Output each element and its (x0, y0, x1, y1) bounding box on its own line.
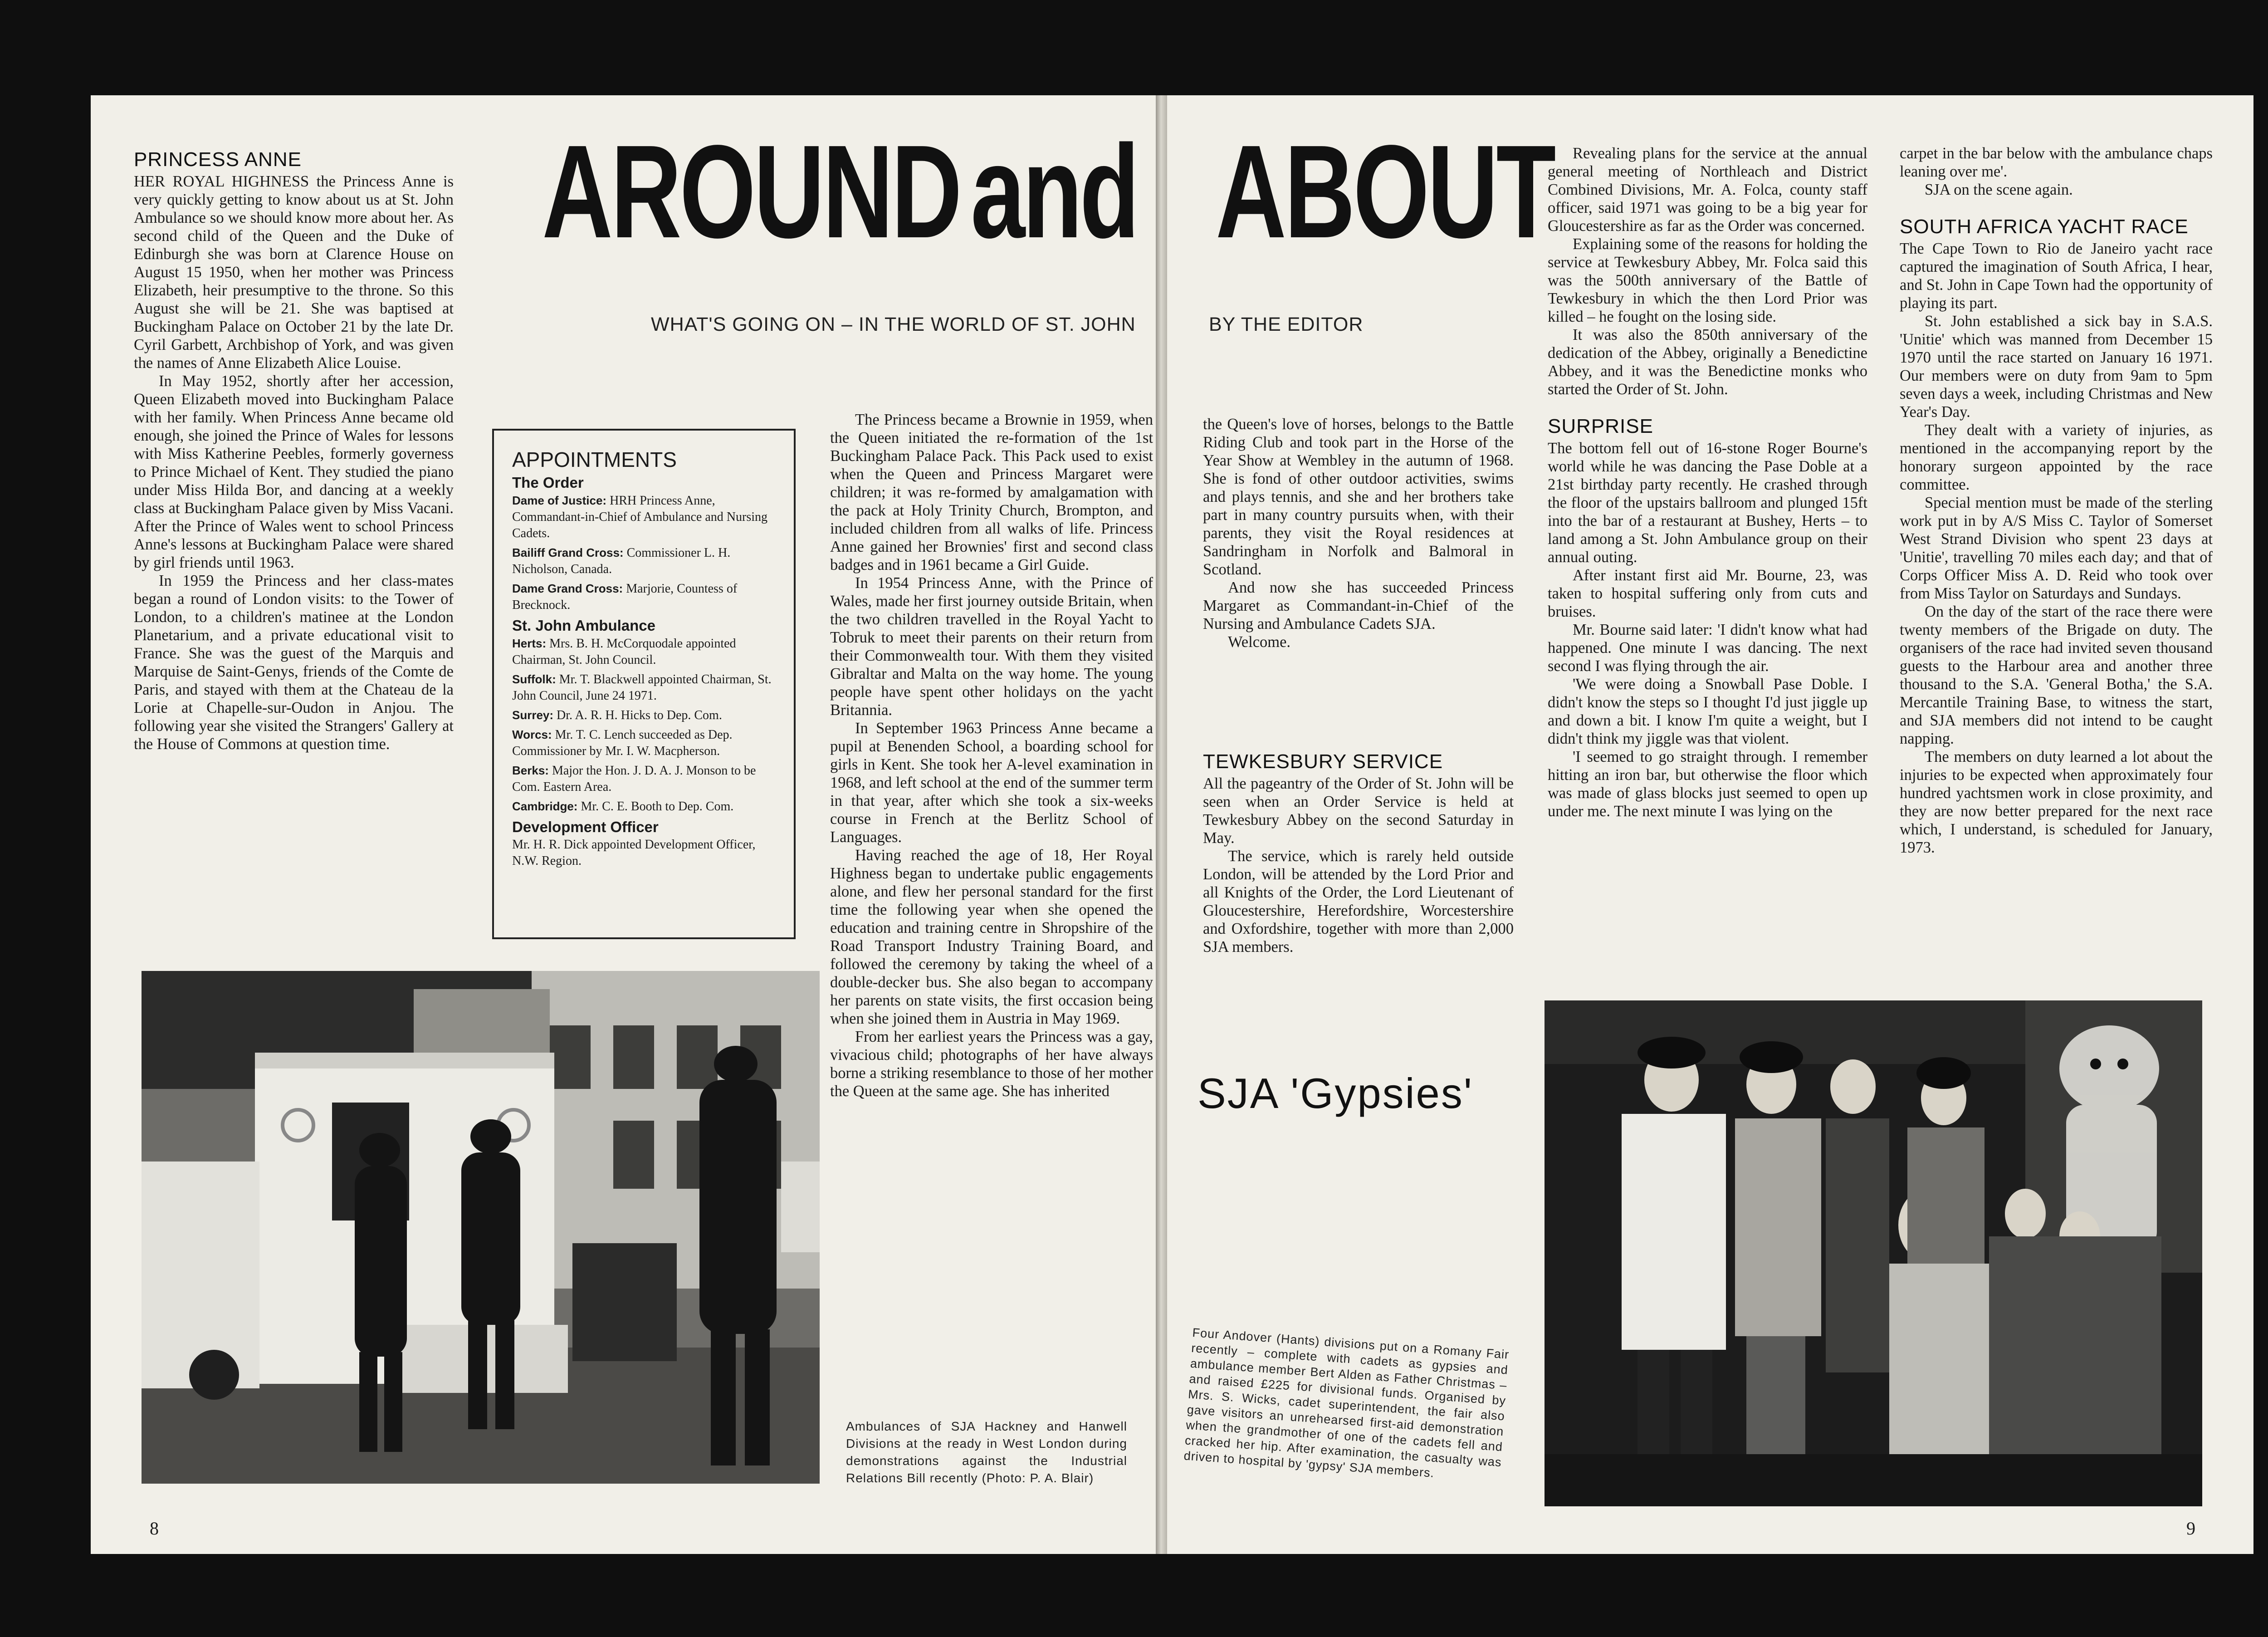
tewkesbury-service-article (1203, 751, 1514, 956)
article-paragraph: The Cape Town to Rio de Janeiro yacht race captured the imagination of South Africa, I hear, and St. John in Cape Town had the opportunity of playing its part. (1900, 240, 2213, 312)
article-paragraph: Mr. Bourne said later: 'I didn't know what had happened. One minute I was dancing. The next second I was flying through the air. (1548, 621, 1867, 675)
gypsies-photo-image (1545, 1000, 2202, 1506)
ambulance-photo (142, 971, 820, 1484)
headline-about: ABOUT (1216, 118, 1554, 265)
article-paragraph: After instant first aid Mr. Bourne, 23, was taken to hospital suffering only from cuts and bruises. (1548, 567, 1867, 620)
appointments-box (492, 429, 796, 939)
appointments-title: APPOINTMENTS (512, 448, 677, 471)
ambulance-photo-image (142, 971, 820, 1484)
magazine-spine (1156, 95, 1168, 1554)
gypsies-photo (1545, 1000, 2202, 1506)
appointment-entry: Dame of Justice: HRH Princess Anne, Commandant-in-Chief of Ambulance and Nursing Cadets. (512, 494, 767, 540)
article-paragraph: In 1954 Princess Anne, with the Prince of Wales, made her first journey outside Britain, when the two children travelled in the Royal Yacht to Tobruk to meet their parents on their return from their Commonwealth tour. With them they visited Gibraltar and Malta on the way home. The young people have spent other holidays on the yacht Britannia. (830, 574, 1153, 719)
article-paragraph: The members on duty learned a lot about the injuries to be expected when approximately four hundred yachtsmen work in close proximity, and they are now better prepared for the next race which, I understand, is scheduled for January, 1973. (1900, 748, 2213, 856)
headline-subtitle-right: BY THE EDITOR (1209, 314, 1364, 335)
article-paragraph: The bottom fell out of 16-stone Roger Bourne's world while he was dancing the Pase Doble at a 21st birthday party recently. He crashed through the floor of the upstairs ballroom and plunged 15ft into the bar of a restaurant at Bushey, Herts – to land among a St. John Ambulance group on their annual outing. (1548, 440, 1867, 566)
article-paragraph: Having reached the age of 18, Her Royal Highness began to undertake public engagements alone, and flew her personal standard for the first time the following year when she opened the education and training centre in Shropshire of the Road Transport Industry Training Board, and followed the ceremony by taking the wheel of a double-decker bus. She also began to accompany her parents on state visits, the first occasion being when she joined them in Austria in May 1969. (830, 847, 1153, 1027)
princess-anne-conclusion (1203, 415, 1514, 651)
article-paragraph: They dealt with a variety of injuries, as mentioned in the accompanying report by the honorary surgeon appointed by the race committee. (1900, 422, 2213, 493)
appointment-entry: Bailiff Grand Cross: Commissioner L. H. Nicholson, Canada. (512, 546, 731, 576)
appointment-entry: Surrey: Dr. A. R. H. Hicks to Dep. Com. (512, 708, 722, 722)
yacht-race-heading: SOUTH AFRICA YACHT RACE (1900, 216, 2189, 238)
gypsies-photo-caption: Four Andover (Hants) divisions put on a Romany Fair recently – complete with cadets as gypsies and ambulance member Bert Alden as Father Christmas – and raised £225 for divisional funds. Organised by Mrs. S. Wicks, cadet superintendent, the fair also gave visitors an unrehearsed first-aid demonstration when the grandmother of one of the cadets fell and cracked her hip. After examination, the casualty was driven to hospital by 'gypsy' SJA members. (1183, 1325, 1510, 1480)
article-paragraph: 'I seemed to go straight through. I remember hitting an iron bar, but otherwise the floor which was made of glass blocks just seemed to open up under me. The next minute I was lying on the (1548, 748, 1867, 820)
article-paragraph: The Princess became a Brownie in 1959, when the Queen initiated the re-formation of the 1st Buckingham Palace Pack. This Pack used to exist when the Queen and Princess Margaret were children; it was re-formed by amalgamation with the pack at Holy Trinity Church, Brompton, and included children from all walks of life. Princess Anne gained her Brownies' first and second class badges and in 1961 became a Girl Guide. (830, 411, 1153, 573)
article-paragraph: In May 1952, shortly after her accession, Queen Elizabeth moved into Buckingham Palace with her family. When Princess Anne became old enough, she joined the Prince of Wales for lessons with Miss Katherine Peebles, formerly governess to Prince Michael of Kent. They studied the piano under Miss Hilda Bor, and dancing at a weekly class at Buckingham Palace given by Miss Vacani. After the Prince of Wales went to school Princess Anne's lessons at Buckingham Palace were shared by girl friends until 1963. (134, 372, 454, 571)
article-paragraph: SJA on the scene again. (1925, 181, 2073, 198)
appointments-section-heading: The Order (512, 474, 584, 491)
article-paragraph: carpet in the bar below with the ambulance chaps leaning over me'. (1900, 145, 2213, 180)
article-paragraph: In September 1963 Princess Anne became a pupil at Benenden School, a boarding school for girls in Kent. She took her A-level examination in 1968, and left school at the end of the summer term in that year, after which she took a six-weeks course in French at the Berlitz School of Languages. (830, 720, 1153, 846)
article-paragraph: It was also the 850th anniversary of the dedication of the Abbey, originally a Benedictine Abbey, and it was the Benedictine monks who started the Order of St. John. (1548, 326, 1867, 398)
appointments-section-heading: St. John Ambulance (512, 617, 655, 634)
yacht-race-column (1900, 144, 2213, 857)
princess-anne-continued (830, 411, 1153, 1100)
article-paragraph: And now she has succeeded Princess Margaret as Commandant-in-Chief of the Nursing and Ambulance Cadets SJA. (1203, 579, 1514, 632)
appointment-entry: Worcs: Mr. T. C. Lench succeeded as Dep. Commissioner by Mr. I. W. Macpherson. (512, 728, 733, 758)
surprise-heading: SURPRISE (1548, 415, 1653, 437)
article-paragraph: the Queen's love of horses, belongs to the Battle Riding Club and took part in the Horse of the Year Show at Wembley in the autumn of 1968. She is fond of other outdoor activities, swims and plays tennis, and she and her brothers take part in many country pursuits when, with their parents, they visit the Royal residences at Sandringham in Norfolk and Balmoral in Scotland. (1203, 416, 1514, 578)
article-paragraph: 'We were doing a Snowball Pase Doble. I didn't know the steps so I thought I'd just jiggle up and down a bit. I know I'm quite a weight, but I didn't think my jiggle was that violent. (1548, 676, 1867, 747)
princess-anne-heading: PRINCESS ANNE (134, 148, 302, 171)
article-paragraph: On the day of the start of the race there were twenty members of the Brigade on duty. The organisers of the race had invited seven thousand guests to the Harbour area and another three thousand to the S.A. 'General Botha,' the S.A. Mercantile Training Base, to witness the start, and SJA members did not intend to be caught napping. (1900, 603, 2213, 747)
article-paragraph: Revealing plans for the service at the annual general meeting of Northleach and District Combined Divisions, Mr. A. Folca, county staff officer, said 1971 was going to be a big year for Gloucestershire as far as the Order was concerned. (1548, 145, 1867, 235)
article-paragraph: St. John established a sick bay in S.A.S. 'Unitie' which was manned from December 15 1970 until the race started on January 16 1971. Our members were on duty from 9am to 5pm seven days a week, including Christmas and New Year's Day. (1900, 313, 2213, 421)
article-paragraph: Welcome. (1228, 633, 1291, 651)
page-number-right: 9 (2186, 1518, 2195, 1539)
appointment-entry: Mr. H. R. Dick appointed Development Officer, N.W. Region. (512, 838, 756, 868)
headline-and: and (971, 118, 1137, 265)
article-paragraph: In 1959 the Princess and her class-mates began a round of London visits: to the Tower of London, to a children's matinee at the London Planetarium, and a private educational visit to France. She was the guest of the Marquis and Marquise de Saint-Genys, friends of the Comte de Paris, and stayed with them at the Chateau de la Lorie at Chapelle-sur-Oudon in Anjou. The following year she visited the Strangers' Gallery at the House of Commons at question time. (134, 572, 454, 753)
appointment-entry: Herts: Mrs. B. H. McCorquodale appointed Chairman, St. John Council. (512, 637, 736, 667)
headline-around: AROUND (542, 118, 960, 265)
article-paragraph: The service, which is rarely held outside London, will be attended by the Lord Prior and all Knights of the Order, the Lord Lieutenant of Gloucestershire, Herefordshire, Worcestershire and Oxfordshire, together with more than 2,000 SJA members. (1203, 848, 1514, 956)
article-paragraph: Special mention must be made of the sterling work put in by A/S Miss C. Taylor of Somerset West Strand Division who spent 23 days at 'Unitie', travelling 70 miles each day; and that of Corps Officer Miss A. D. Reid who took over from Miss Taylor on Saturdays and Sundays. (1900, 494, 2213, 602)
headline-subtitle-left: WHAT'S GOING ON – IN THE WORLD OF ST. JOHN (651, 314, 1136, 335)
appointment-entry: Berks: Major the Hon. J. D. A. J. Monson to be Com. Eastern Area. (512, 764, 756, 794)
page-number-left: 8 (150, 1518, 159, 1539)
appointment-entry: Suffolk: Mr. T. Blackwell appointed Chairman, St. John Council, June 24 1971. (512, 672, 772, 703)
princess-anne-article (134, 149, 454, 753)
appointment-entry: Cambridge: Mr. C. E. Booth to Dep. Com. (512, 799, 734, 814)
revealing-plans-column (1548, 144, 1867, 820)
appointments-section-heading: Development Officer (512, 818, 659, 835)
ambulance-photo-caption: Ambulances of SJA Hackney and Hanwell Divisions at the ready in West London during demonstrations against the Industrial Relations Bill recently (Photo: P. A. Blair) (846, 1419, 1127, 1485)
appointment-entry: Dame Grand Cross: Marjorie, Countess of Brecknock. (512, 582, 738, 612)
article-paragraph: HER ROYAL HIGHNESS the Princess Anne is very quickly getting to know about us at St. John Ambulance so we should know more about her. As second child of the Queen and the Duke of Edinburgh she was born at Clarence House on August 15 1950, when her mother was Princess Elizabeth, heir presumptive to the throne. So this August she will be 21. She was baptised at Buckingham Palace on October 21 by the late Dr. Cyril Garbett, Archbishop of York, and was given the names of Anne Elizabeth Alice Louise. (134, 173, 454, 372)
gypsies-heading: SJA 'Gypsies' (1198, 1069, 1473, 1117)
article-paragraph: Explaining some of the reasons for holding the service at Tewkesbury Abbey, Mr. Folca said this was the 500th anniversary of the Battle of Tewkesbury in which the then Lord Prior was killed – he fought on the losing side. (1548, 235, 1867, 325)
article-paragraph: From her earliest years the Princess was a gay, vivacious child; photographs of her have always borne a striking resemblance to those of her mother the Queen at the same age. She has inherited (830, 1028, 1153, 1100)
article-paragraph: All the pageantry of the Order of St. John will be seen when an Order Service is held at Tewkesbury Abbey on the second Saturday in May. (1203, 775, 1514, 847)
tewkesbury-heading: TEWKESBURY SERVICE (1203, 750, 1443, 773)
